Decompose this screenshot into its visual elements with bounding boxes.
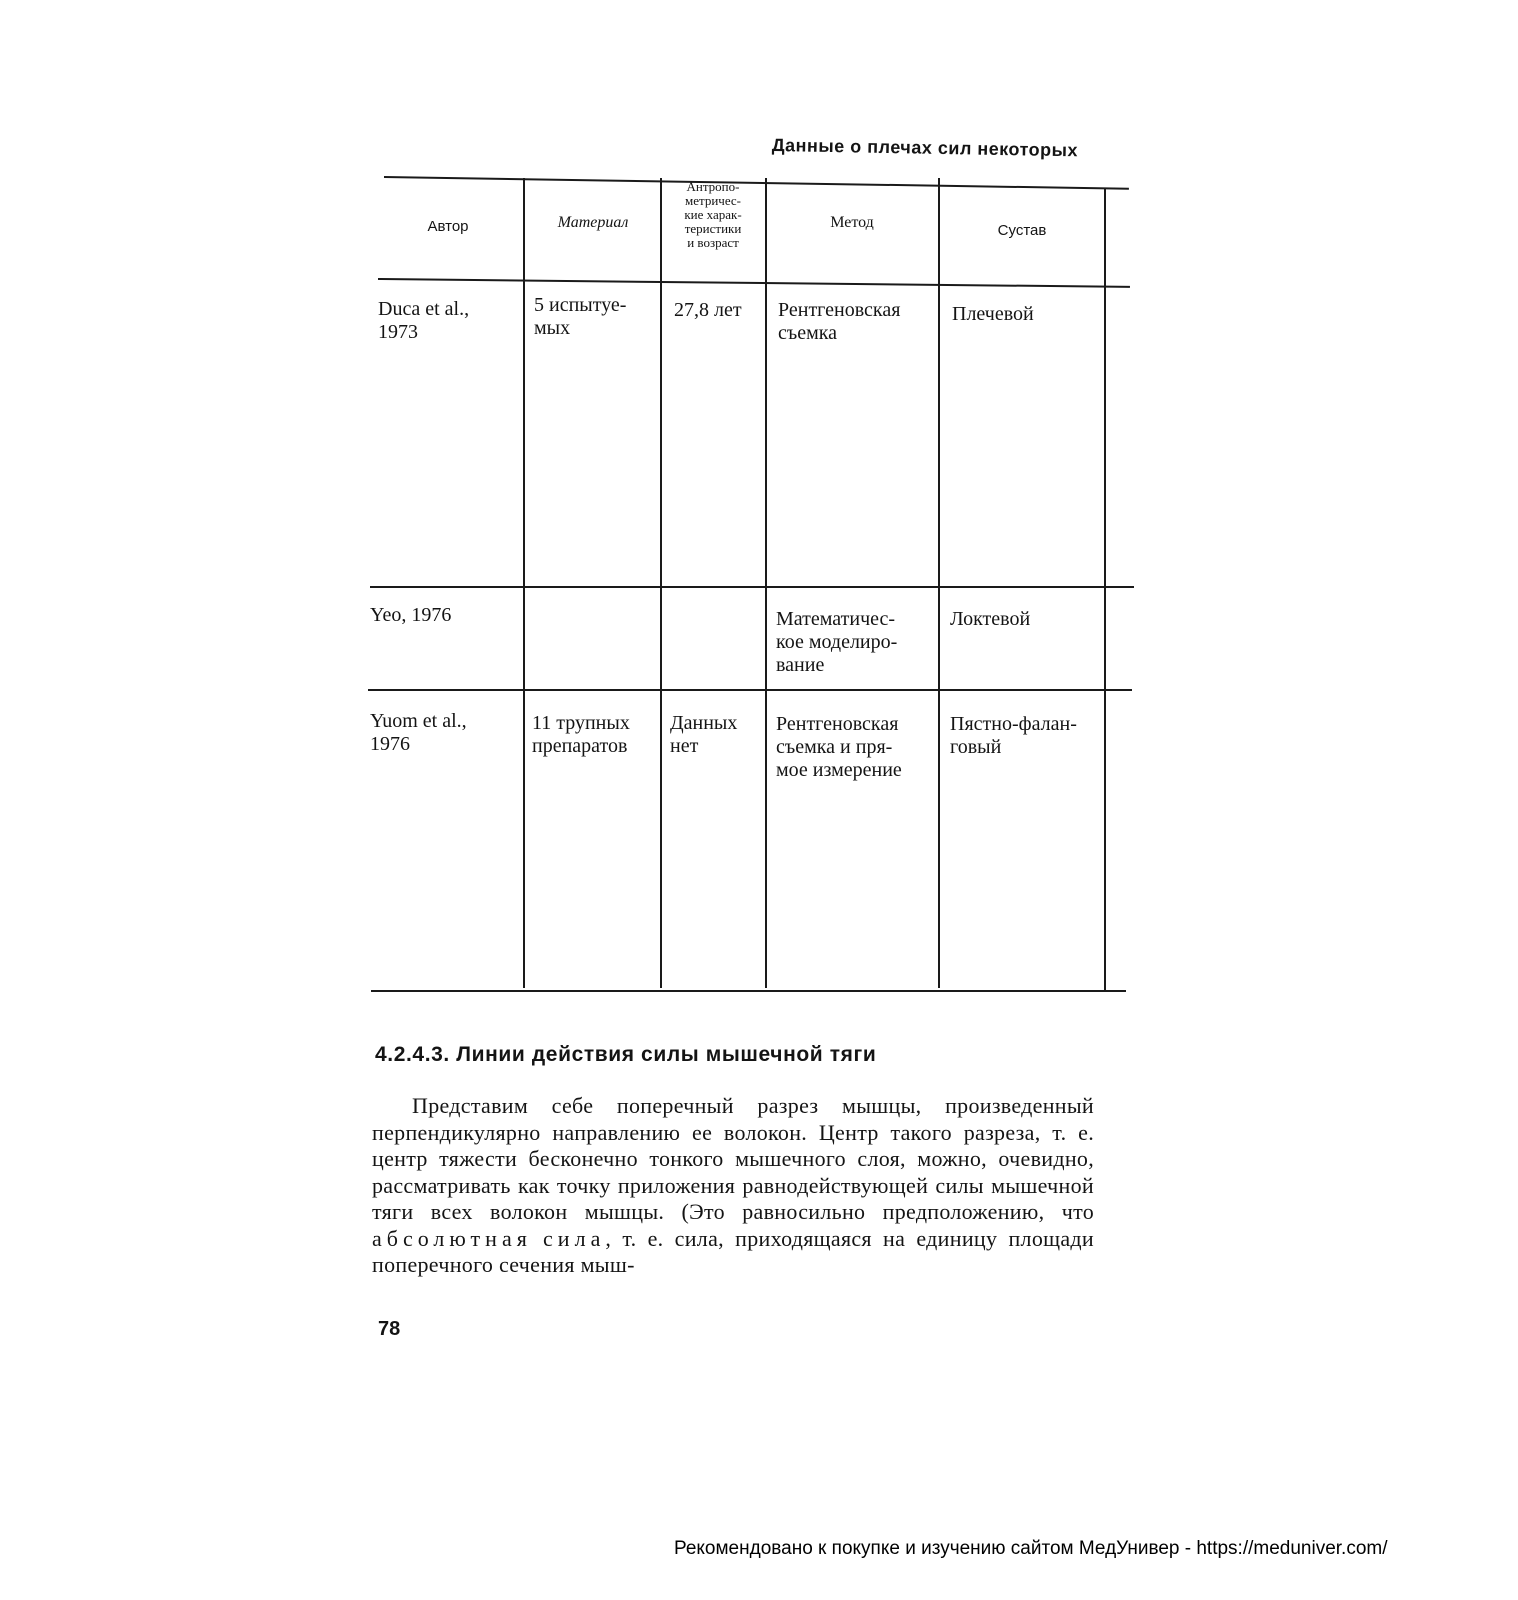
page-number: 78 — [378, 1318, 401, 1340]
column-line-1 — [523, 178, 525, 988]
body-paragraph — [372, 1093, 1094, 1279]
header-bottom-rule — [378, 278, 1130, 288]
row-1-joint: Плечевой — [952, 303, 1034, 325]
paragraph-text-2: , т. е. сила, приходящаяся на единицу площади поперечного сечения мыш- — [372, 1225, 1094, 1277]
row-2-joint: Локтевой — [950, 608, 1031, 630]
data-table — [368, 168, 1140, 998]
row-3-author: Yuom et al., 1976 — [370, 710, 467, 755]
row-2-author: Yeo, 1976 — [370, 604, 452, 626]
row-1-anthropometric: 27,8 лет — [674, 299, 742, 321]
header-anthropometric: Антропо- метричес- кие харак- теристики и возраст — [684, 179, 742, 250]
row-3-method: Рентгеновская съемка и пря- мое измерение — [776, 713, 902, 781]
row-divider-2 — [368, 689, 1132, 691]
header-material: Материал — [557, 214, 629, 231]
row-3-material: 11 трупных препаратов — [532, 712, 630, 757]
row-1-author: Duca et al., 1973 — [378, 298, 470, 343]
footer-recommendation: Рекомендовано к покупке и изучению сайтом МедУнивер - https://meduniver.com/ — [674, 1538, 1388, 1559]
row-1-material: 5 испытуе- мых — [534, 294, 627, 339]
section-title: 4.2.4.3. Линии действия силы мышечной тяги — [375, 1043, 877, 1066]
header-method: Метод — [830, 214, 874, 231]
emphasis-absolute: абсолютная — [372, 1225, 532, 1251]
column-line-4 — [938, 178, 940, 988]
row-3-anthropometric: Данных нет — [670, 712, 738, 757]
row-1-method: Рентгеновская съемка — [778, 299, 901, 344]
row-2-method: Математичес- кое моделиро- вание — [776, 608, 898, 676]
column-line-2 — [660, 178, 662, 988]
column-line-5 — [1104, 188, 1106, 990]
row-3-joint: Пястно-фалан- говый — [950, 713, 1077, 758]
paragraph-text-1: Представим себе поперечный разрез мышцы, произведенный перпендикулярно направлению ее волокон. Центр такого разреза, т. е. центр тяжести бесконечно тонкого мышечного слоя, можно, очевидно, рассматривать как точку приложения равнодействующей силы мышечной тяги всех волокон мышцы. (Это равносильно предположению, что — [372, 1093, 1094, 1224]
emphasis-force: сила — [543, 1225, 606, 1251]
table-caption: Данные о плечах сил некоторых — [771, 135, 1079, 161]
row-divider-1 — [370, 586, 1134, 588]
header-joint: Сустав — [997, 222, 1047, 239]
table-bottom-rule — [371, 990, 1126, 992]
header-author: Автор — [427, 218, 469, 235]
